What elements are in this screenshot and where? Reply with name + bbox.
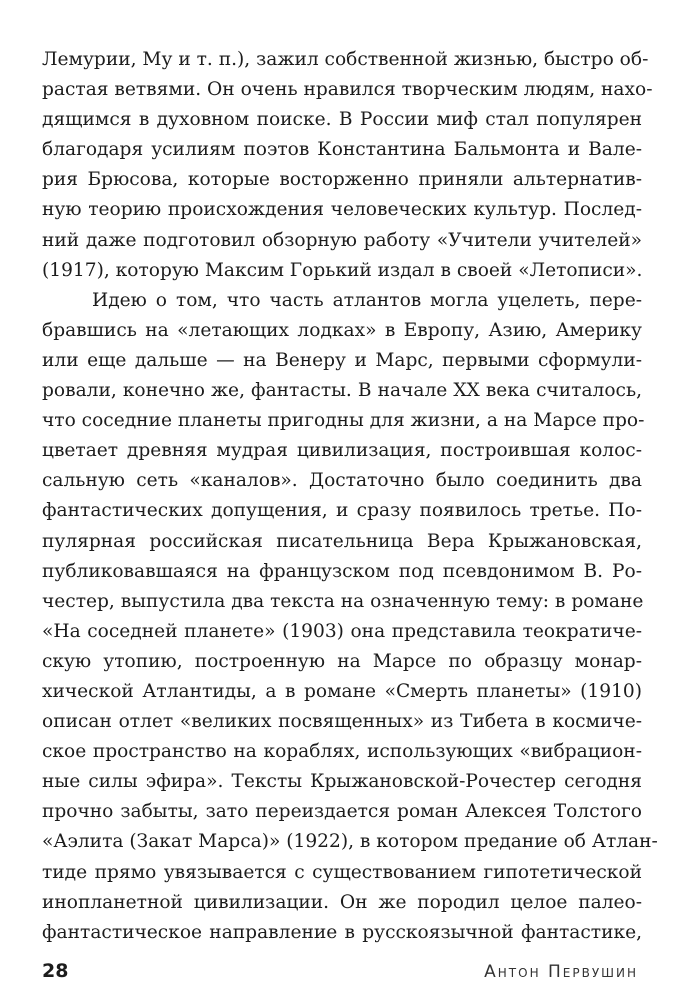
text-line: хической Атлантиды, а в романе «Смерть планеты» (1910) bbox=[42, 680, 642, 702]
page-body-text bbox=[42, 45, 658, 948]
text-line: Идею о том, что часть атлантов могла уцелеть, пере- bbox=[92, 289, 642, 311]
text-line: «На соседней планете» (1903) она представила теократиче- bbox=[42, 620, 642, 642]
text-line: рия Брюсова, которые восторженно приняли альтернатив- bbox=[42, 169, 642, 191]
text-line: скую утопию, построенную на Марсе по образцу монар- bbox=[42, 650, 642, 672]
text-line: публиковавшаяся на французском под псевдонимом В. Ро- bbox=[42, 560, 642, 582]
text-line: описан отлет «великих посвященных» из Тибета в космиче- bbox=[42, 711, 642, 733]
text-line: или еще дальше — на Венеру и Марс, первыми сформули- bbox=[42, 349, 642, 371]
text-line: дящимся в духовном поиске. В России миф стал популярен bbox=[42, 109, 642, 131]
text-line: ний даже подготовил обзорную работу «Учители учителей» bbox=[42, 229, 642, 251]
text-line: инопланетной цивилизации. Он же породил целое палео- bbox=[42, 891, 642, 913]
text-line: «Аэлита (Закат Марса)» (1922), в котором предание об Атлан- bbox=[42, 831, 658, 853]
page-number: 28 bbox=[42, 960, 69, 982]
text-line: ское пространство на кораблях, использующих «вибрацион- bbox=[42, 741, 642, 763]
text-line: честер, выпустила два текста на означенную тему: в романе bbox=[42, 590, 644, 612]
text-line: ную теорию происхождения человеческих культур. Послед- bbox=[42, 199, 642, 221]
text-line: фантастическое направление в русскоязычной фантастике, bbox=[42, 921, 642, 943]
text-line: (1917), которую Максим Горький издал в своей «Летописи». bbox=[42, 259, 643, 281]
text-line: ные силы эфира». Тексты Крыжановской-Рочестер сегодня bbox=[42, 771, 642, 793]
text-line: что соседние планеты пригодны для жизни, а на Марсе про- bbox=[42, 410, 645, 432]
running-footer-author: Антон Первушин bbox=[484, 962, 638, 982]
text-line: растая ветвями. Он очень нравился творческим людям, нахо- bbox=[42, 79, 653, 101]
text-line: сальную сеть «каналов». Достаточно было соединить два bbox=[42, 470, 642, 492]
text-line: фантастических допущения, и сразу появилось третье. По- bbox=[42, 500, 642, 522]
text-line: бравшись на «летающих лодках» в Европу, Азию, Америку bbox=[42, 319, 642, 341]
text-line: прочно забыты, зато переиздается роман Алексея Толстого bbox=[42, 801, 642, 823]
text-line: тиде прямо увязывается с существованием гипотетической bbox=[42, 861, 642, 883]
text-line: цветает древняя мудрая цивилизация, построившая колос- bbox=[42, 440, 642, 462]
text-line: пулярная российская писательница Вера Крыжановская, bbox=[42, 530, 642, 552]
text-line: ровали, конечно же, фантасты. В начале XX века считалось, bbox=[42, 380, 642, 402]
text-line: Лемурии, Му и т. п.), зажил собственной жизнью, быстро об- bbox=[42, 49, 649, 70]
text-line: благодаря усилиям поэтов Константина Бальмонта и Вале- bbox=[42, 139, 642, 161]
